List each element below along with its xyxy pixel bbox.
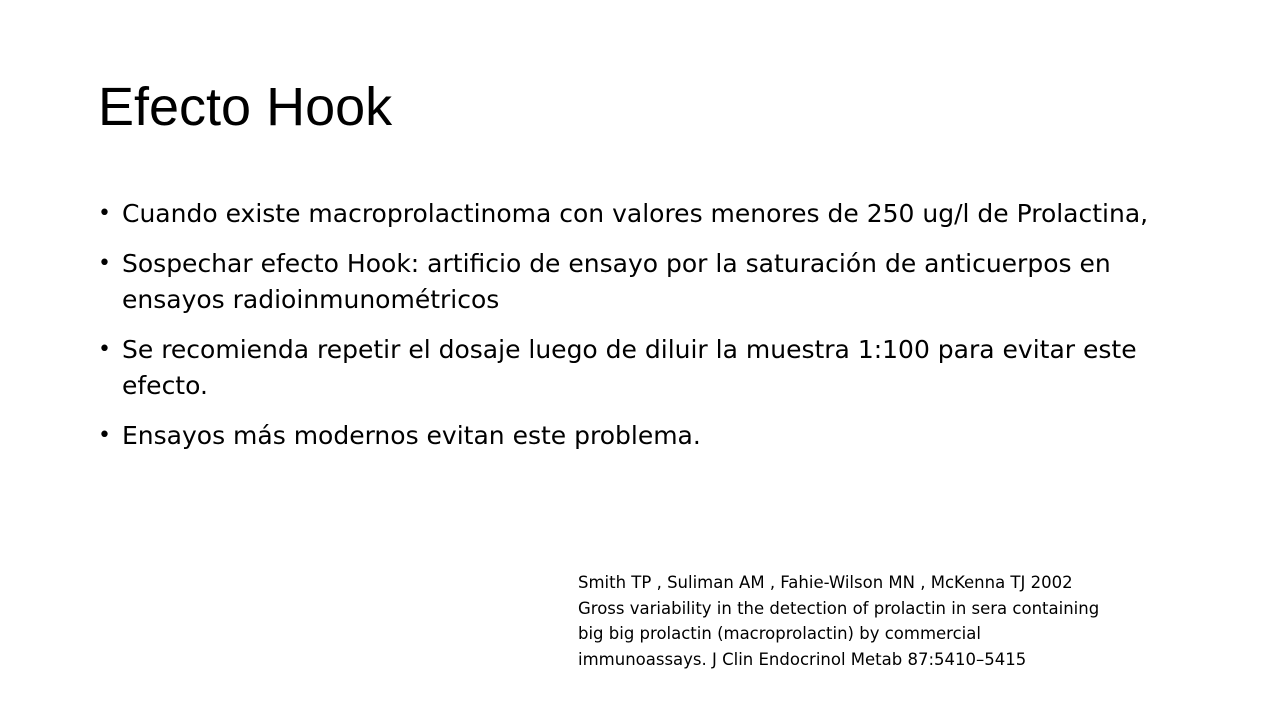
bullet-text: Se recomienda repetir el dosaje luego de diluir la muestra 1:100 para evitar este efecto.: [122, 335, 1137, 400]
citation-reference: [578, 570, 1218, 672]
citation-line-4: immunoassays. J Clin Endocrinol Metab 87:5410–5415: [578, 649, 1027, 669]
bullet-item-3: [98, 332, 1208, 404]
bullet-icon: •: [98, 251, 111, 276]
bullet-icon: •: [98, 337, 111, 362]
bullet-list: [98, 196, 1208, 468]
bullet-item-4: [98, 418, 1208, 454]
bullet-text: Ensayos más modernos evitan este problema.: [122, 421, 701, 450]
bullet-item-2: [98, 246, 1208, 318]
citation-line-3: big big prolactin (macroprolactin) by commercial: [578, 624, 981, 643]
bullet-item-1: [98, 196, 1208, 232]
citation-line-2: Gross variability in the detection of prolactin in sera containing: [578, 598, 1100, 618]
citation-line-1: Smith TP , Suliman AM , Fahie-Wilson MN , McKenna TJ 2002: [578, 573, 1073, 592]
bullet-text: Sospechar efecto Hook: artificio de ensayo por la saturación de anticuerpos en ensayos radioinmunométricos: [122, 249, 1111, 314]
bullet-text: Cuando existe macroprolactinoma con valores menores de 250 ug/l de Prolactina,: [122, 199, 1149, 228]
slide-title: Efecto Hook: [98, 77, 393, 137]
bullet-icon: •: [98, 423, 111, 448]
bullet-icon: •: [98, 201, 111, 226]
